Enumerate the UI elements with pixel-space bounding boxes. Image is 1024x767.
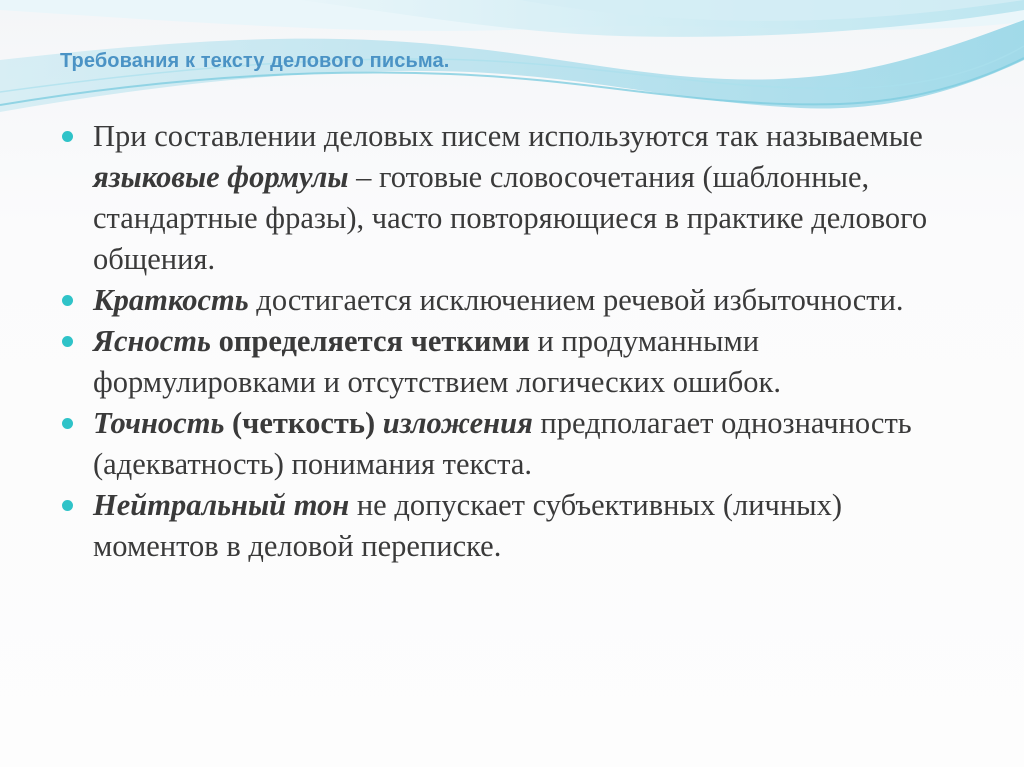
bullet-list	[62, 116, 962, 567]
bullet-text: достигается исключением речевой избыточности.	[248, 283, 904, 317]
bullet-emphasis: Краткость	[93, 283, 249, 317]
list-item	[62, 321, 962, 403]
bullet-emphasis: изложения	[382, 406, 533, 440]
list-item	[62, 280, 962, 321]
bullet-icon	[62, 336, 73, 347]
bullet-text: и продуманными формулировками и отсутствием логических ошибок.	[93, 324, 781, 399]
bullet-icon	[62, 418, 73, 429]
bullet-emphasis: Нейтральный тон	[93, 488, 350, 522]
bullet-strong: определяется четкими	[210, 324, 530, 358]
bullet-icon	[62, 295, 73, 306]
bullet-text: не допускает субъективных (личных) моментов в деловой переписке.	[93, 488, 843, 563]
bullet-emphasis: Ясность	[93, 324, 211, 358]
bullet-text: предполагает однозначность (адекватность) понимания текста.	[93, 406, 912, 481]
bullet-text: – готовые словосочетания (шаблонные, стандартные фразы), часто повторяющиеся в практике делового общения.	[93, 160, 928, 276]
bullet-icon	[62, 131, 73, 142]
slide-title: Требования к тексту делового письма.	[60, 50, 450, 72]
bullet-emphasis: языковые формулы	[93, 160, 349, 194]
bullet-icon	[62, 500, 73, 511]
bullet-text: При составлении деловых писем используются так называемые	[93, 119, 923, 153]
list-item	[62, 116, 962, 280]
bullet-emphasis: Точность	[93, 406, 225, 440]
list-item	[62, 403, 962, 485]
bullet-strong: (четкость)	[224, 406, 383, 440]
list-item	[62, 485, 962, 567]
